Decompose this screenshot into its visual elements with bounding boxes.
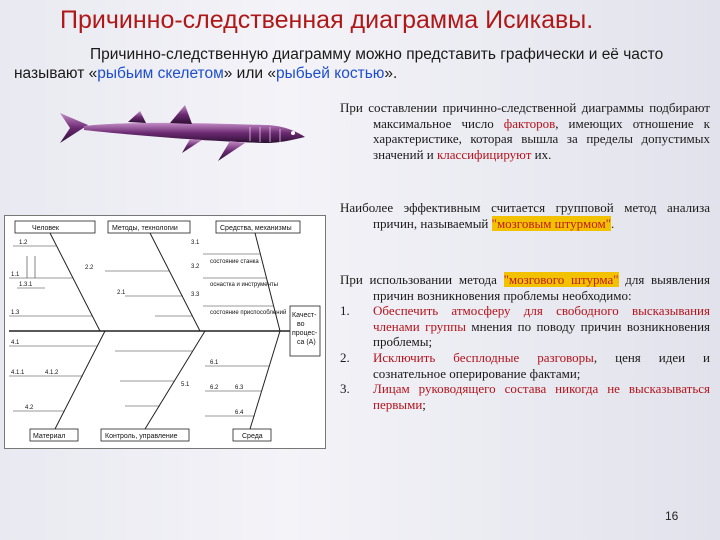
factors-term: факторов <box>503 115 556 131</box>
text: При составлении причинно-следственной диаграммы подбирают максимальное число <box>340 100 710 131</box>
note-label: оснастка и инструменты <box>210 282 278 288</box>
cause-label: 6.1 <box>210 360 219 366</box>
cause-label: 1.3.1 <box>19 282 33 288</box>
effect-label-4: са (А) <box>297 339 316 346</box>
cause-label: 6.2 <box>210 385 219 391</box>
category-methods: Методы, технологии <box>112 225 178 232</box>
page-number: 16 <box>665 509 679 523</box>
text: При использовании метода <box>340 272 504 287</box>
fish-skeleton-term: рыбьим скелетом <box>97 65 224 82</box>
classify-term: классифицируют <box>436 146 532 162</box>
category-person: Человек <box>32 225 59 232</box>
cause-label: 4.1.2 <box>45 370 59 376</box>
list-number: 2. <box>340 349 350 365</box>
brainstorm-term: "мозговым штурмом" <box>491 215 612 231</box>
note-label: состояние приспособлений <box>210 310 287 316</box>
intro-paragraph <box>14 45 704 83</box>
intro-text: Причинно-следственную диаграмму можно представить графически и её часто называют « <box>14 46 664 82</box>
category-means: Средства, механизмы <box>220 225 292 232</box>
cause-label: 3.2 <box>191 264 200 270</box>
list-item <box>340 350 710 381</box>
cause-label: 1.2 <box>19 240 28 246</box>
cause-label: 1.3 <box>11 310 20 316</box>
intro-text: » или « <box>223 65 276 82</box>
cause-label: 1.1 <box>11 272 20 278</box>
ishikawa-drawing <box>5 216 325 448</box>
note-label: состояние станка <box>210 259 259 265</box>
fish-skeleton-illustration <box>50 95 310 175</box>
text: , имеющих отношение к характеристике, которая вышла за пределы допустимых значений и <box>373 115 710 162</box>
fish-bone-term: рыбьей костью <box>275 65 385 82</box>
brainstorm-term: "мозгового штурма" <box>503 272 619 287</box>
effect-label-3: процес- <box>292 330 318 337</box>
cause-label: 4.1.1 <box>11 370 25 376</box>
cause-label: 6.3 <box>235 385 244 391</box>
effect-label: Качест- <box>292 312 317 319</box>
category-control: Контроль, управление <box>105 433 178 440</box>
text: для выявления причин возникновения проблемы необходимо: <box>373 272 710 303</box>
paragraph-requirements <box>340 272 710 412</box>
effect-label-2: во <box>297 321 305 328</box>
text: их. <box>531 146 552 162</box>
paragraph-brainstorm <box>340 200 710 231</box>
text: Наиболее эффективным считается групповой метод анализа причин, называемый <box>340 200 710 231</box>
list-item <box>340 381 710 412</box>
text: . <box>611 215 615 231</box>
slide-title: Причинно-следственная диаграмма Исикавы. <box>60 6 594 34</box>
cause-label: 3.3 <box>191 292 200 298</box>
cause-label: 4.2 <box>25 405 34 411</box>
list-text: ; <box>422 396 426 412</box>
category-environment: Среда <box>242 433 263 440</box>
ishikawa-diagram <box>4 215 326 449</box>
list-number: 1. <box>340 303 350 319</box>
requirements-list <box>340 303 710 412</box>
list-text: мнения по поводу причин возникновения проблемы; <box>373 318 711 350</box>
intro-text: ». <box>384 65 398 82</box>
cause-label: 2.2 <box>85 265 94 271</box>
cause-label: 3.1 <box>191 240 200 246</box>
cause-label: 4.1 <box>11 340 20 346</box>
list-emphasis: Обеспечить атмосферу для свободного высказывания членами группы <box>373 303 710 334</box>
category-material: Материал <box>33 433 66 440</box>
cause-label: 6.4 <box>235 410 244 416</box>
list-emphasis: Исключить бесплодные разговоры <box>373 349 594 365</box>
cause-label: 5.1 <box>181 382 190 388</box>
paragraph-factors <box>340 100 710 162</box>
cause-label: 2.1 <box>117 290 126 296</box>
list-emphasis: Лицам руководящего состава никогда не высказываться первыми <box>373 381 710 412</box>
list-text: , ценя идеи и сознательное оперирование фактами; <box>373 349 710 381</box>
list-item <box>340 303 710 350</box>
list-number: 3. <box>340 381 350 397</box>
